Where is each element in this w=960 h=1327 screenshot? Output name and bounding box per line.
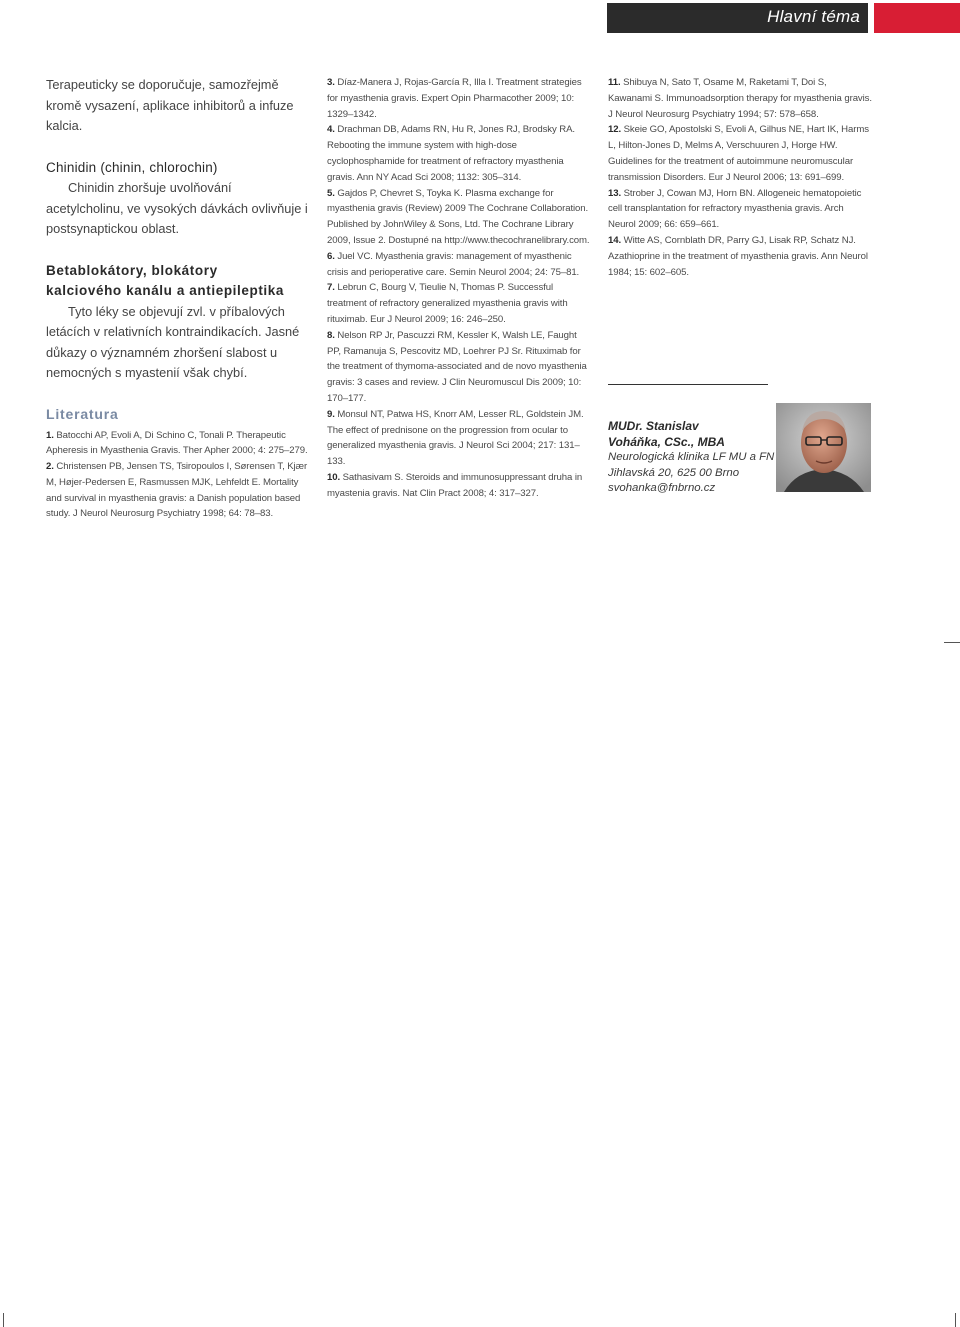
reference-text: Sathasivam S. Steroids and immunosuppressant druha in myastenia gravis. Nat Clin Pract 2008; 4: 317–327. xyxy=(327,471,583,499)
reference-item xyxy=(327,280,590,327)
reference-number: 12. xyxy=(608,124,622,136)
literature-heading: Literatura xyxy=(46,405,119,422)
reference-number: 2. xyxy=(46,461,54,473)
crop-mark xyxy=(3,1313,4,1327)
section-header-accent xyxy=(874,3,960,33)
author-photo xyxy=(776,403,871,492)
reference-text: Christensen PB, Jensen TS, Tsiropoulos I, Sørensen T, Kjær M, Højer-Pedersen E, Rasmussen MJK, Lehfeldt E. Mortality and survival in myasthenia gravis: a Danish population based study. J Neurol Neurosurg Psychiatry 1998; 64: 78–83. xyxy=(46,461,308,520)
chinidin-heading: Chinidin (chinin, chlorochin) xyxy=(46,159,218,175)
reference-item xyxy=(46,459,310,522)
reference-item xyxy=(327,249,590,281)
reference-number: 3. xyxy=(327,77,335,88)
reference-text: Monsul NT, Patwa HS, Knorr AM, Lesser RL, Goldstein JM. The effect of prednisone on the progression from ocular to generalized myasthenia gravis. J Neurol Sci 2004; 217: 131–133. xyxy=(327,408,584,468)
reference-item xyxy=(327,186,590,249)
crop-mark xyxy=(944,642,960,643)
author-name-line1: MUDr. Stanislav xyxy=(608,419,699,433)
crop-mark xyxy=(955,1313,956,1327)
reference-item xyxy=(608,233,872,280)
reference-text: Nelson RP Jr, Pascuzzi RM, Kessler K, Walsh LE, Faught PP, Ramanuja S, Pescovitz MD, Loehrer PJ Sr. Rituximab for the treatment of thymoma-associated and de novo myasthenia gravis: 3 cases and review. J Clin Neuromuscul Dis 2009; 10: 170–177. xyxy=(327,329,587,404)
reference-text: Juel VC. Myasthenia gravis: management of myasthenic crisis and perioperative care. Semin Neurol 2004; 24: 75–81. xyxy=(327,250,580,278)
section-label: Hlavní téma xyxy=(767,7,860,26)
reference-text: Gajdos P, Chevret S, Toyka K. Plasma exchange for myasthenia gravis (Review) 2009 The Cochrane Collaboration. Published by JohnWiley & Sons, Ltd. The Cochrane Library 2009, Issue 2. Dostupné na http://www.thecochranelibrary.com. xyxy=(327,187,590,246)
author-email[interactable]: svohanka@fnbrno.cz xyxy=(608,482,716,495)
reference-number: 8. xyxy=(327,329,335,341)
author-portrait-image xyxy=(776,403,871,492)
reference-number: 1. xyxy=(46,429,54,441)
reference-number: 6. xyxy=(327,250,335,262)
beta-heading-line1: Betablokátory, blokátory xyxy=(46,262,218,278)
reference-number: 9. xyxy=(327,408,335,420)
author-address: Jihlavská 20, 625 00 Brno xyxy=(608,466,740,479)
reference-item xyxy=(327,122,590,185)
column-left xyxy=(46,75,310,522)
reference-number: 4. xyxy=(327,124,335,136)
reference-number: 11. xyxy=(608,77,621,88)
chinidin-paragraph: Chinidin zhoršuje uvolňování acetylcholinu, ve vysokých dávkách ovlivňuje i postsynaptickou oblast. xyxy=(46,180,308,236)
intro-paragraph: Terapeuticky se doporučuje, samozřejmě kromě vysazení, aplikace inhibitorů a infuze kalcia. xyxy=(46,77,294,133)
author-block xyxy=(608,419,778,497)
reference-text: Strober J, Cowan MJ, Horn BN. Allogeneic hematopoietic cell transplantation for refractory myasthenia gravis. Arch Neurol 2009; 66: 659–661. xyxy=(608,187,862,231)
reference-number: 13. xyxy=(608,187,622,199)
reference-number: 14. xyxy=(608,234,622,246)
column-middle xyxy=(327,75,590,502)
reference-text: Drachman DB, Adams RN, Hu R, Jones RJ, Brodsky RA. Rebooting the immune system with high-dose cyclophosphamide for treatment of refractory myasthenia gravis. Ann NY Acad Sci 2008; 1132: 305–314. xyxy=(327,124,575,183)
reference-list-1 xyxy=(46,428,310,523)
beta-paragraph: Tyto léky se objevují zvl. v příbalových letácích v relativních kontraindikacích. Jasné důkazy o významném zhoršení slabost u nemocných s myastenií však chybí. xyxy=(46,303,300,380)
reference-text: Lebrun C, Bourg V, Tieulie N, Thomas P. Successful treatment of refractory generalized myasthenia gravis with rituximab. Eur J Neurol 2009; 16: 246–250. xyxy=(327,282,568,325)
author-affiliation: Neurologická klinika LF MU a FN xyxy=(608,451,775,464)
reference-item xyxy=(608,186,872,233)
reference-item xyxy=(327,328,590,407)
reference-number: 10. xyxy=(327,471,341,483)
reference-text: Batocchi AP, Evoli A, Di Schino C, Tonali P. Therapeutic Apheresis in Myasthenia Gravis. Ther Apher 2000; 4: 275–279. xyxy=(46,429,308,457)
reference-text: Shibuya N, Sato T, Osame M, Raketami T, Doi S, Kawanami S. Immunoadsorption therapy for myasthenia gravis. J Neurol Neurosurg Psychiatry 1994; 57: 578–658. xyxy=(608,77,872,120)
author-divider xyxy=(608,384,768,385)
reference-text: Witte AS, Cornblath DR, Parry GJ, Lisak RP, Schatz NJ. Azathioprine in the treatment of myasthenia gravis. Ann Neurol 1984; 15: 602–605. xyxy=(608,234,868,278)
column-right xyxy=(608,75,872,280)
reference-item xyxy=(46,428,310,460)
reference-number: 7. xyxy=(327,282,335,294)
reference-text: Díaz-Manera J, Rojas-García R, Illa I. Treatment strategies for myasthenia gravis. Expert Opin Pharmacother 2009; 10: 1329–1342. xyxy=(327,77,582,120)
section-header-bar xyxy=(607,3,868,33)
reference-number: 5. xyxy=(327,187,335,199)
reference-item xyxy=(608,122,872,185)
reference-item xyxy=(608,75,872,122)
reference-item xyxy=(327,470,590,502)
author-name-line2: Voháňka, CSc., MBA xyxy=(608,434,725,449)
reference-item xyxy=(327,75,590,122)
reference-item xyxy=(327,407,590,470)
reference-text: Skeie GO, Apostolski S, Evoli A, Gilhus NE, Hart IK, Harms L, Hilton-Jones D, Melms A, Verschuuren J, Horge HW. Guidelines for the treatment of autoimmune neuromuscular transmission Disorders. Eur J Neurol 2006; 13: 691–699. xyxy=(608,124,869,183)
beta-heading-line2: kalciového kanálu a antiepileptika xyxy=(46,283,284,298)
